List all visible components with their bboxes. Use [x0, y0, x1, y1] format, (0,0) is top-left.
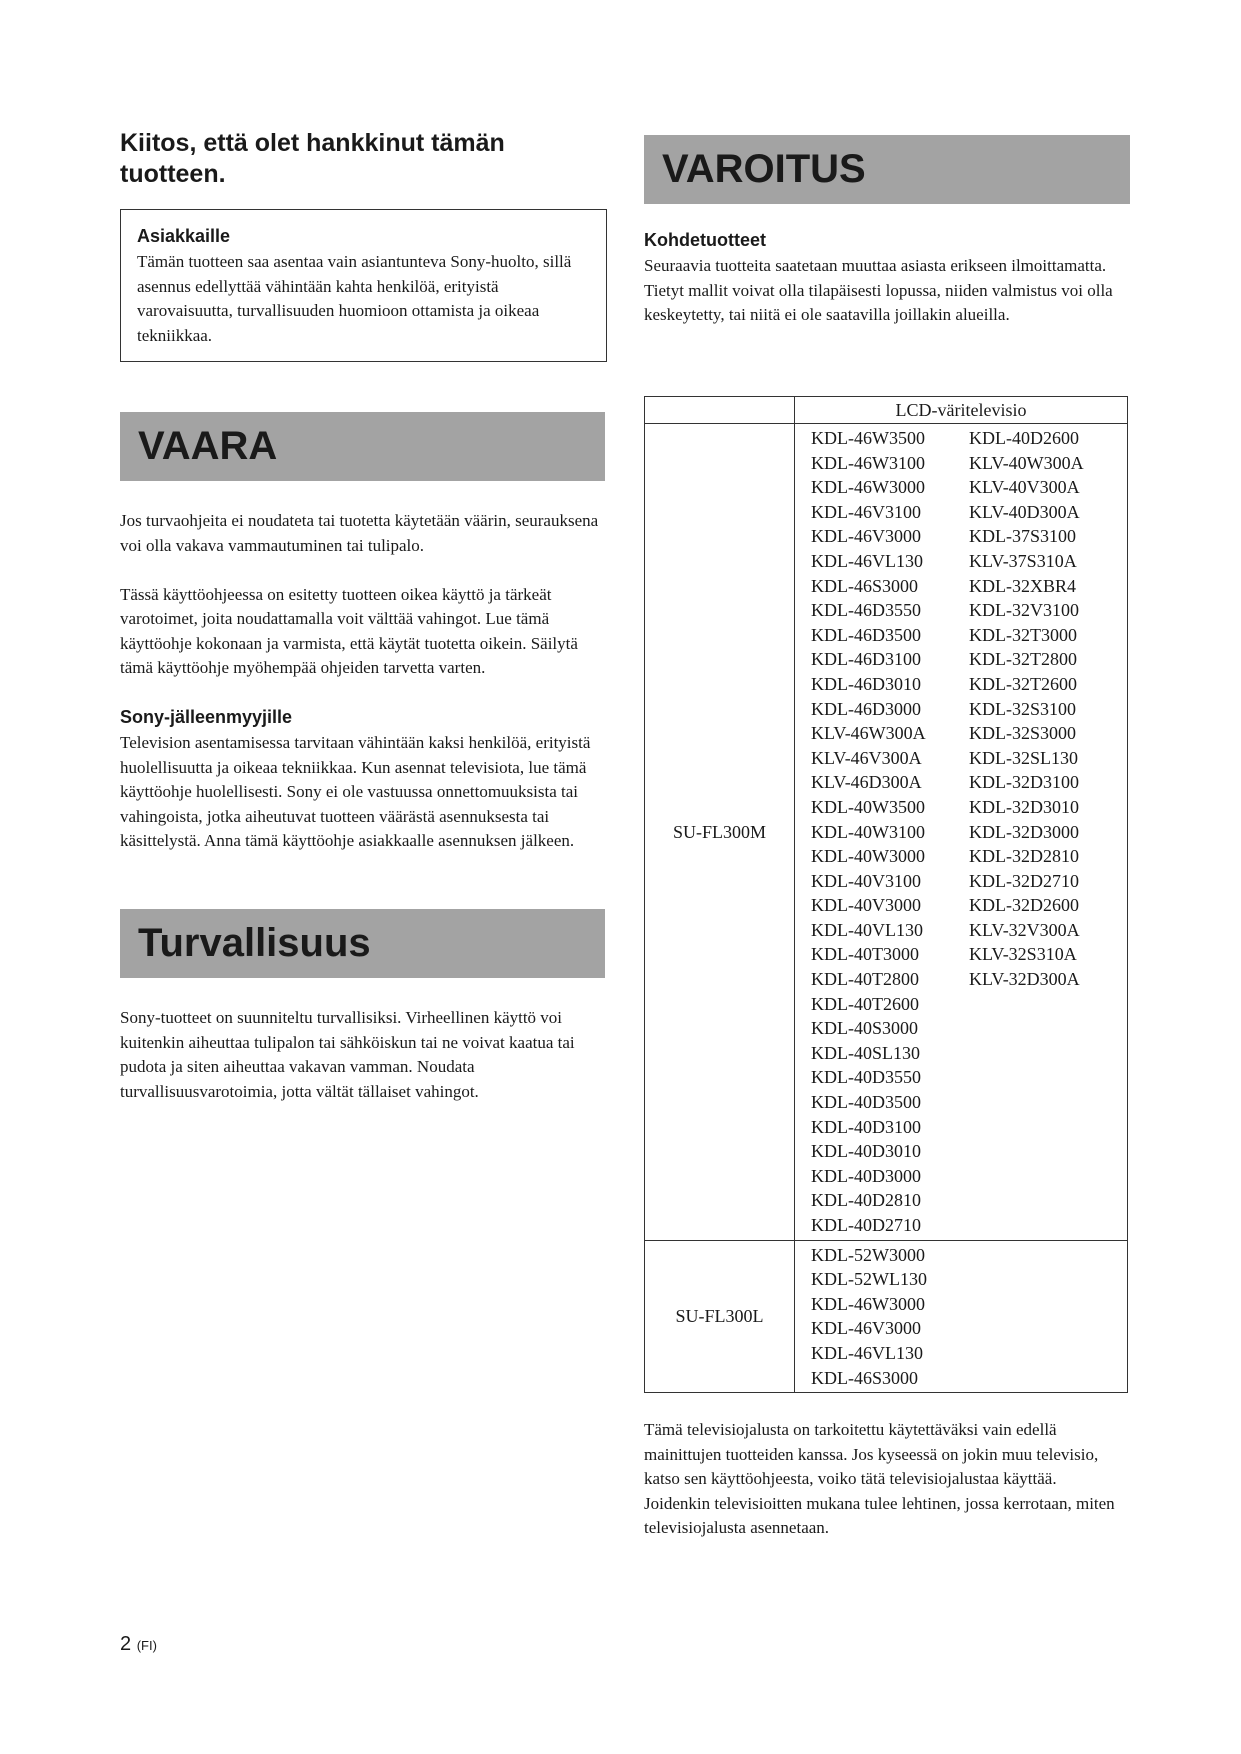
tv-model-item: KLV-32S310A [969, 944, 1077, 965]
customer-box-heading: Asiakkaille [137, 226, 231, 246]
tv-model-item: KDL-32T3000 [969, 624, 1077, 645]
tv-list [969, 1243, 1127, 1391]
tv-model-item: KDL-40V3100 [811, 870, 921, 891]
tv-model-item: KDL-32XBR4 [969, 575, 1076, 596]
tv-model-item: KDL-46W3500 [811, 428, 925, 448]
dealers-text: Television asentamisessa tarvitaan vähintään kaksi henkilöä, erityistä huolellisuutta ja oikeaa tekniikkaa. Kun asennat televisiota, lue tämä käyttöohje huolellisesti. Sony ei ole vastuussa onnettomuuksista tai vahingoista, jotka aiheutuvat tuotteen väärästä asennuksesta tai käsittelystä. Anna tämä käyttöohje asiakkaalle asennuksen jälkeen. [120, 732, 591, 851]
page-number [120, 1633, 157, 1656]
tv-model-item: KDL-40T2800 [811, 969, 919, 990]
tv-model-item: KDL-46D3550 [811, 600, 921, 621]
tv-model-item: KDL-32T2800 [969, 649, 1077, 670]
left-column [120, 128, 606, 1104]
tv-model-item: KDL-40D3000 [811, 1165, 921, 1186]
table-header-tv: LCD-väritelevisio [795, 397, 1128, 424]
tv-model-item: KDL-32T2600 [969, 673, 1077, 694]
target-products-text: Seuraavia tuotteita saatetaan muuttaa asiasta erikseen ilmoittamatta. Tietyt mallit voivat olla tilapäisesti lopussa, niiden valmistus voi olla keskeytetty, tai niitä ei ole saatavilla joillakin alueilla. [644, 256, 1113, 325]
customer-box-text: Tämän tuotteen saa asentaa vain asiantunteva Sony-huolto, sillä asennus edellyttää vähintään kahta henkilöä, erityistä varovaisuutta, turvallisuuden huomioon ottamista ja oikeaa tekniikkaa. [137, 252, 572, 345]
tv-model-item: KDL-32S3000 [969, 723, 1076, 744]
tv-model-item: KLV-40W300A [969, 452, 1084, 473]
tv-model-item: KDL-46V3000 [811, 526, 921, 547]
tv-model-item: KDL-52W3000 [811, 1244, 925, 1265]
tv-columns [811, 426, 1127, 1238]
dealers-heading: Sony-jälleenmyyjille [120, 706, 293, 727]
tv-columns [811, 1243, 1127, 1391]
tv-model-item: KDL-46W3000 [811, 477, 925, 498]
tv-model-item: KLV-46V300A [811, 747, 922, 768]
tv-model-item: KDL-46D3100 [811, 649, 921, 670]
compatible-tv-cell [795, 1240, 1128, 1393]
tv-model-item: KDL-32D3000 [969, 821, 1079, 842]
tv-model-item: KDL-32D3100 [969, 772, 1079, 793]
varoitus-banner: VAROITUS [644, 135, 1130, 204]
tv-model-item: KDL-46S3000 [811, 1367, 918, 1388]
tv-model-item: KDL-46V3100 [811, 501, 921, 522]
tv-model-item: KDL-40D2810 [811, 1190, 921, 1211]
right-column [644, 135, 1130, 328]
tv-model-item: KLV-32D300A [969, 969, 1080, 990]
tv-model-item: KDL-40D2710 [811, 1215, 921, 1235]
tv-model-item: KDL-46VL130 [811, 1342, 923, 1363]
tv-model-item: KDL-32S3100 [969, 698, 1076, 719]
turvallisuus-text: Sony-tuotteet on suunniteltu turvallisiksi. Virheellinen käyttö voi kuitenkin aiheuttaa tulipalon tai sähköiskun tai ne voivat kaatua tai pudota ja siten aiheuttaa vakavan vamman. Noudata turvallisuusvarotoimia, jotta vältät tällaiset vahingot. [120, 1007, 575, 1101]
tv-model-item: KDL-32D2810 [969, 846, 1079, 867]
table-row [645, 424, 1128, 1241]
vaara-paragraph-1: Jos turvaohjeita ei noudateta tai tuotetta käytetään väärin, seurauksena voi olla vakava vammautuminen tai tulipalo. [120, 511, 599, 555]
stand-model-cell: SU-FL300L [645, 1240, 795, 1393]
tv-model-item: KDL-46D3010 [811, 673, 921, 694]
stand-usage-note [644, 1418, 1132, 1541]
tv-model-item: KDL-46S3000 [811, 575, 918, 596]
table-header-empty [645, 397, 795, 424]
tv-model-item: KDL-32SL130 [969, 747, 1078, 768]
tv-model-item: KDL-46V3000 [811, 1318, 921, 1339]
tv-model-item: KDL-40W3000 [811, 846, 925, 867]
tv-model-item: KDL-40T2600 [811, 993, 919, 1014]
tv-model-item: KDL-52WL130 [811, 1269, 927, 1290]
tv-model-item: KDL-40S3000 [811, 1018, 918, 1039]
tv-list [811, 426, 969, 1238]
tv-model-item: KDL-40D3500 [811, 1092, 921, 1113]
tv-model-item: KLV-40V300A [969, 477, 1080, 498]
tv-model-item: KDL-40SL130 [811, 1042, 920, 1063]
page-language: (FI) [136, 1638, 157, 1653]
tv-model-item: KLV-46D300A [811, 772, 922, 793]
tv-model-item: KDL-32D3010 [969, 796, 1079, 817]
tv-model-item: KDL-32D2600 [969, 895, 1079, 916]
products-table [644, 396, 1128, 1393]
tv-model-item: KDL-40W3500 [811, 796, 925, 817]
tv-model-item: KDL-40T3000 [811, 944, 919, 965]
tv-model-item: KDL-40D3550 [811, 1067, 921, 1088]
stand-note-paragraph-1: Tämä televisiojalusta on tarkoitettu käytettäväksi vain edellä mainittujen tuotteiden kanssa. Jos kyseessä on jokin muu televisio, katso sen käyttöohjeesta, voiko tätä televisiojalustaa käyttää. [644, 1420, 1099, 1489]
tv-model-item: KDL-37S3100 [969, 526, 1076, 547]
tv-model-item: KLV-40D300A [969, 501, 1080, 522]
tv-model-item: KDL-46W3000 [811, 1293, 925, 1314]
tv-model-item: KDL-46VL130 [811, 550, 923, 571]
tv-model-item: KDL-40VL130 [811, 919, 923, 940]
page-number-value: 2 [120, 1633, 132, 1655]
table-row [645, 1240, 1128, 1393]
compatible-tv-cell [795, 424, 1128, 1241]
tv-model-item: KDL-40V3000 [811, 895, 921, 916]
tv-model-item: KLV-37S310A [969, 550, 1077, 571]
tv-list [811, 1243, 969, 1391]
customer-notice-box [120, 209, 607, 362]
tv-model-item: KDL-40D2600 [969, 428, 1079, 448]
tv-model-item: KDL-40D3010 [811, 1141, 921, 1162]
vaara-banner: VAARA [120, 412, 605, 481]
stand-model-cell: SU-FL300M [645, 424, 795, 1241]
tv-model-item: KDL-32V3100 [969, 600, 1079, 621]
tv-model-item: KDL-40D3100 [811, 1116, 921, 1137]
tv-model-item: KDL-46W3100 [811, 452, 925, 473]
tv-model-item: KDL-46D3500 [811, 624, 921, 645]
tv-list [969, 426, 1127, 1238]
thanks-title: Kiitos, että olet hankkinut tämän tuotteen. [120, 129, 505, 188]
tv-model-item: KLV-46W300A [811, 723, 926, 744]
tv-model-item: KLV-32V300A [969, 919, 1080, 940]
table-header-row [645, 397, 1128, 424]
vaara-paragraph-2: Tässä käyttöohjeessa on esitetty tuotteen oikea käyttö ja tärkeät varotoimet, joita noudattamalla voit välttää vahingot. Lue tämä käyttöohje kokonaan ja varmista, että käytät tuotetta oikein. Säilytä tämä käyttöohje myöhempää ohjeiden tarvetta varten. [120, 584, 578, 678]
tv-model-item: KDL-46D3000 [811, 698, 921, 719]
tv-model-item: KDL-32D2710 [969, 870, 1079, 891]
stand-note-paragraph-2: Joidenkin televisioitten mukana tulee lehtinen, jossa kerrotaan, miten televisiojalusta asennetaan. [644, 1493, 1115, 1538]
target-products-heading: Kohdetuotteet [644, 230, 766, 250]
turvallisuus-banner: Turvallisuus [120, 909, 605, 978]
tv-model-item: KDL-40W3100 [811, 821, 925, 842]
